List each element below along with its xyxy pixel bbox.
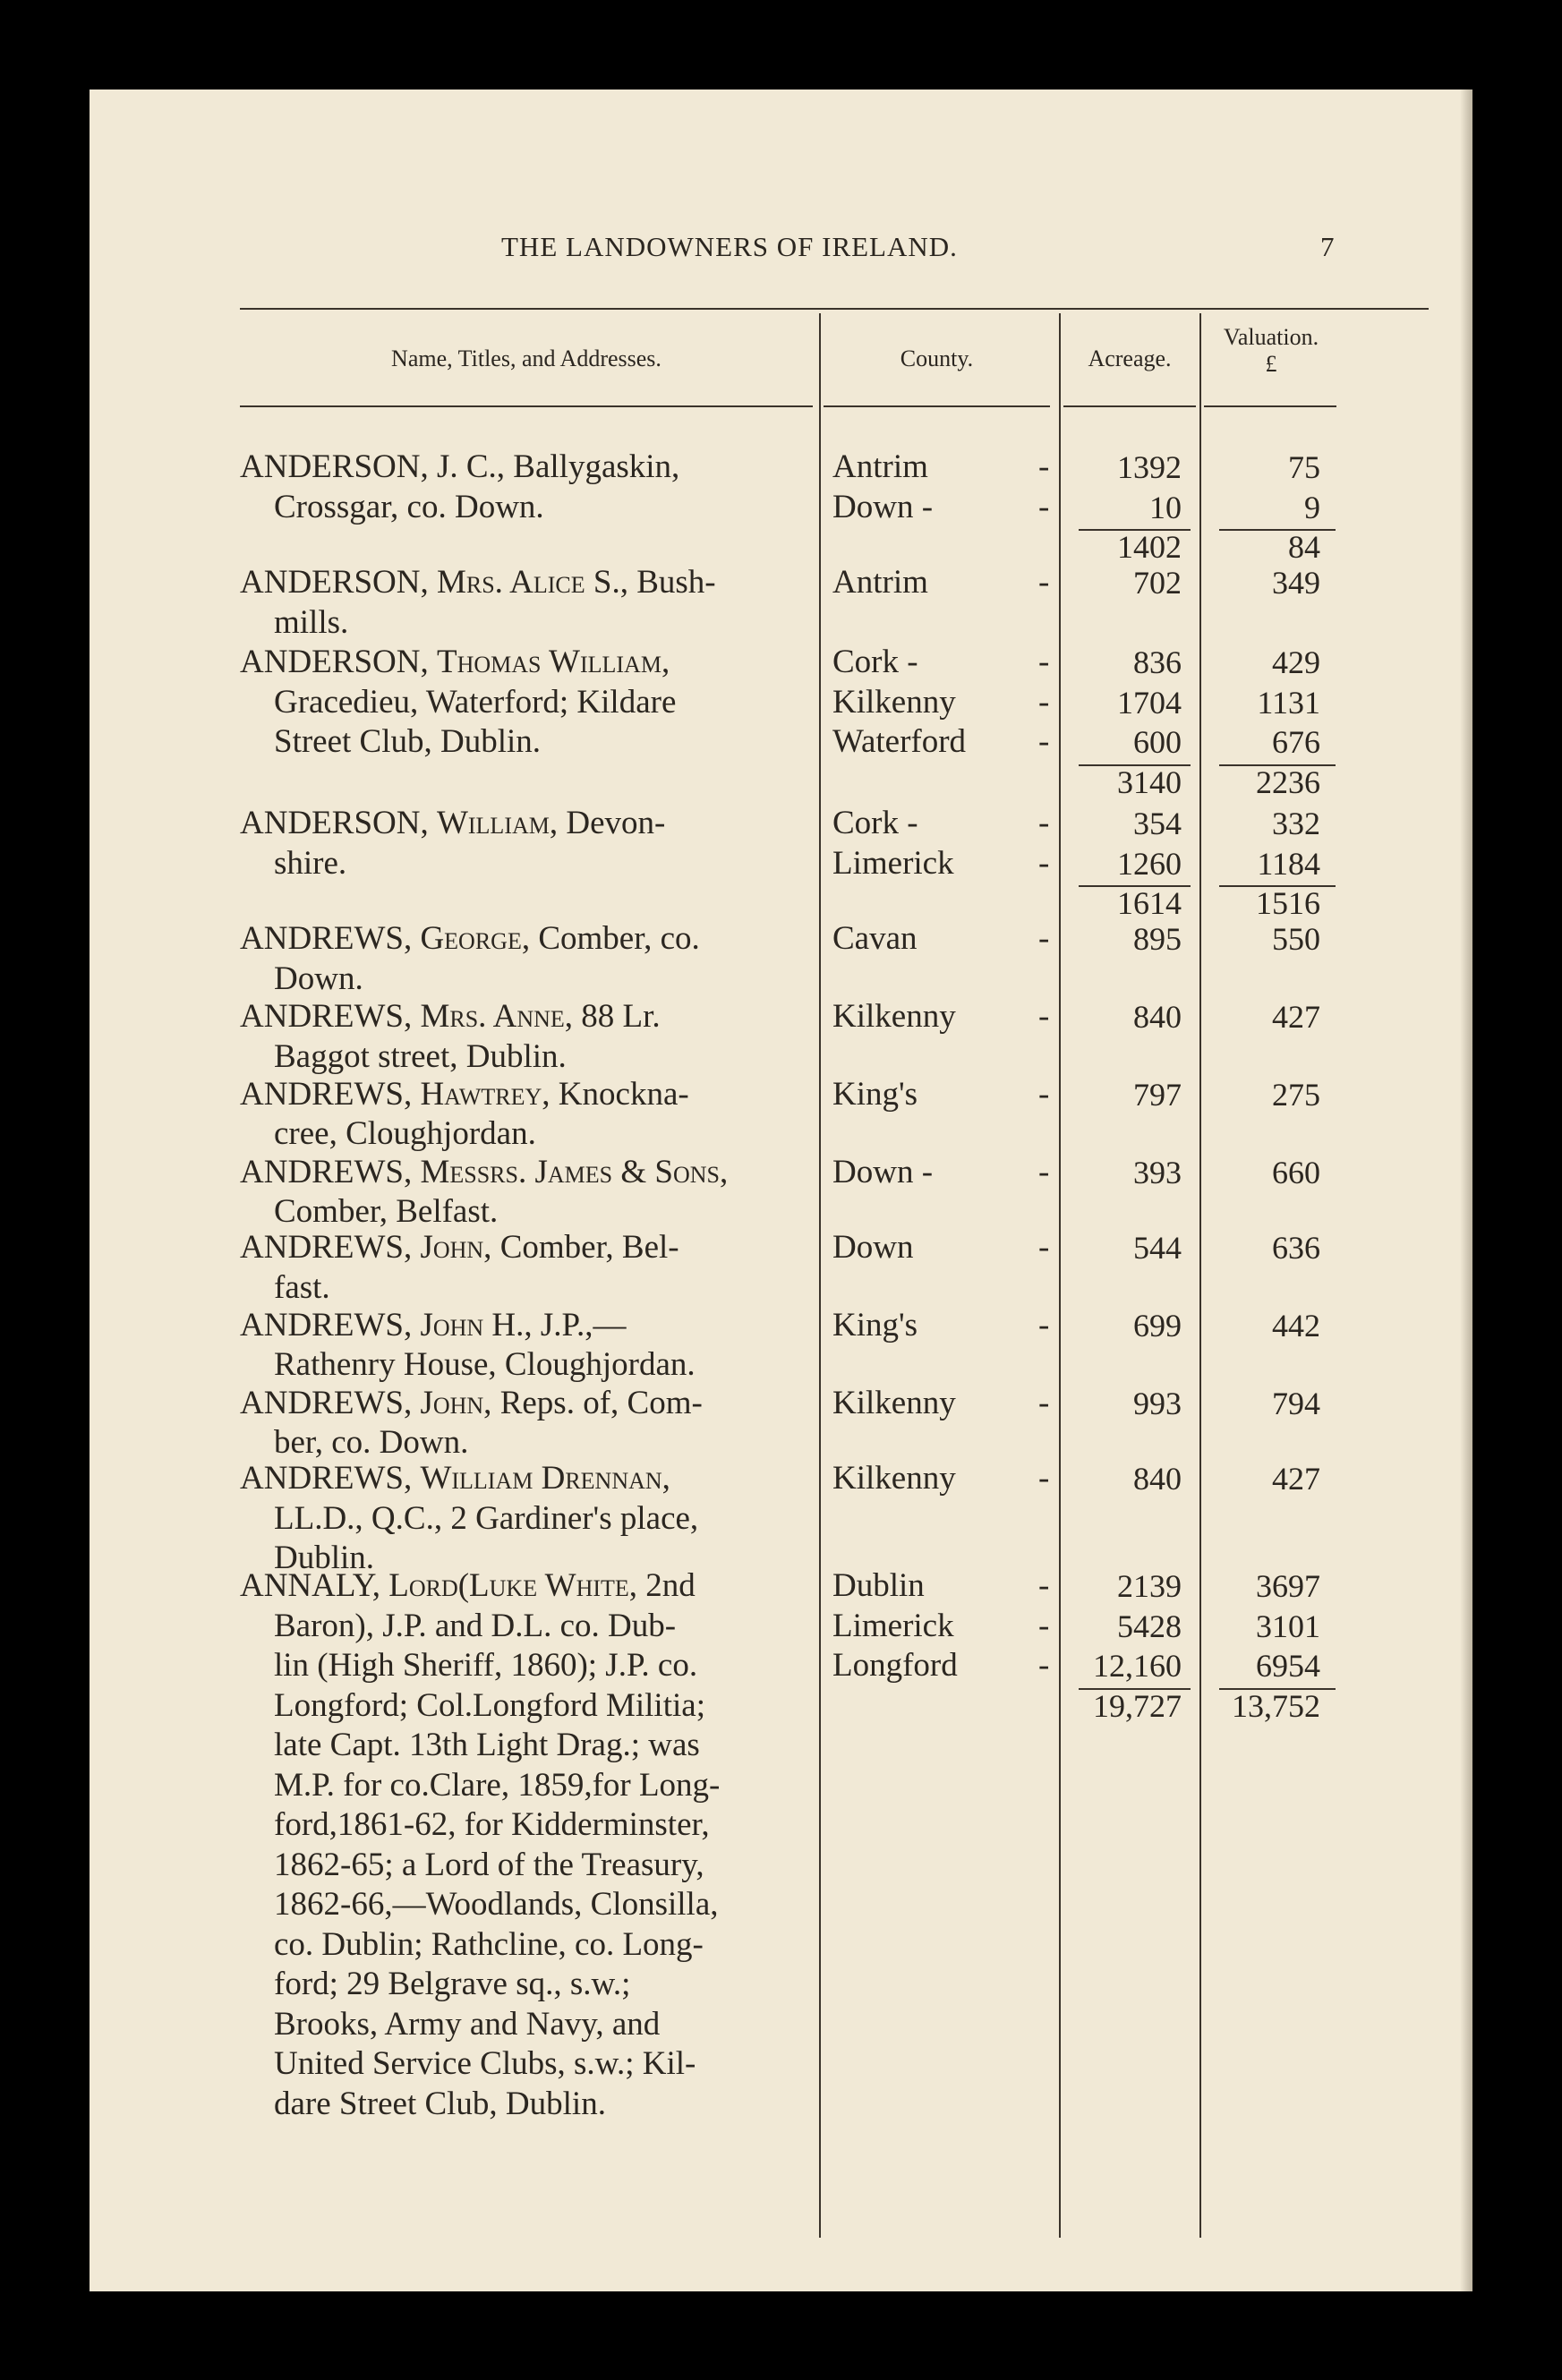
entry-name-block	[240, 1075, 893, 1155]
entry-surname: ANDREWS,	[240, 1229, 413, 1267]
entry-county: Down -	[832, 1153, 934, 1190]
entry-acreage: 699	[1133, 1307, 1182, 1344]
entry-county-dash: -	[1038, 683, 1050, 721]
entry-acreage: 2139	[1117, 1568, 1182, 1605]
entry-valuation: 636	[1272, 1230, 1320, 1267]
entry-valuation: 9	[1304, 489, 1320, 525]
entry-address-line: United Service Clubs, s.w.; Kil-	[274, 2045, 696, 2083]
entry-surname: ANDREWS,	[240, 1384, 413, 1421]
entry-valuation: 794	[1272, 1385, 1320, 1421]
entry-first-line	[240, 804, 893, 844]
running-title: THE LANDOWNERS OF IRELAND.	[501, 231, 958, 262]
entry-surname: ANNALY,	[240, 1567, 380, 1605]
entry-first-line	[240, 1228, 893, 1268]
entry-acreage: 836	[1133, 644, 1182, 681]
entry-county-dash: -	[1038, 805, 1050, 842]
entry-valuation: 6954	[1256, 1648, 1320, 1685]
column-header-acreage: Acreage.	[1088, 345, 1172, 371]
entry-county: King's	[832, 1306, 918, 1344]
entry-acreage: 354	[1133, 806, 1182, 842]
entry-given-name: Messrs. James & Sons,	[420, 1153, 729, 1190]
header-bottom-rule-valuation	[1204, 405, 1336, 407]
entry-county: Limerick	[832, 1607, 954, 1644]
entry-county: Kilkenny	[832, 998, 956, 1036]
entry-name-block	[240, 563, 893, 643]
entry-valuation: 427	[1272, 999, 1320, 1036]
entry-total-valuation: 84	[1288, 529, 1320, 565]
entry-name-block	[240, 804, 893, 883]
entry-address-line: Baron), J.P. and D.L. co. Dub-	[274, 1607, 677, 1644]
entry-address-line: cree, Cloughjordan.	[274, 1115, 536, 1153]
entry-acreage: 600	[1133, 724, 1182, 761]
entry-valuation: 275	[1272, 1076, 1320, 1113]
entry-first-line	[240, 563, 893, 603]
entry-first-line	[240, 643, 893, 683]
entry-address-line: Down.	[274, 960, 363, 997]
entry-surname: ANDERSON,	[240, 644, 429, 681]
header-bottom-rule-name	[240, 405, 813, 407]
entry-acreage: 393	[1133, 1154, 1182, 1190]
entry-valuation: 429	[1272, 644, 1320, 681]
entry-county: Waterford	[832, 723, 967, 761]
entry-name-rest: J.P.,—	[540, 1306, 627, 1344]
entry-acreage: 840	[1133, 1461, 1182, 1497]
entry-acreage: 1392	[1117, 449, 1182, 485]
entry-surname: ANDREWS,	[240, 1306, 413, 1344]
entry-county: Down	[832, 1229, 914, 1267]
entry-acreage: 895	[1133, 921, 1182, 958]
entry-name-rest: Knockna-	[558, 1075, 689, 1113]
entry-first-line	[240, 1306, 893, 1346]
entry-given-name: William Drennan,	[420, 1460, 670, 1497]
entry-address-line: Brooks, Army and Navy, and	[274, 2005, 661, 2043]
entry-county: Longford	[832, 1647, 958, 1685]
column-header-valuation	[1204, 324, 1338, 378]
entry-name-block	[240, 997, 893, 1077]
entry-surname: ANDERSON,	[240, 805, 429, 842]
entry-name-rest: Comber, Bel-	[499, 1229, 679, 1267]
entry-total-acreage: 19,727	[1093, 1687, 1182, 1724]
entry-county-dash: -	[1038, 1607, 1050, 1644]
entry-county-dash: -	[1038, 488, 1050, 525]
entry-acreage: 840	[1133, 999, 1182, 1036]
entry-surname: ANDERSON,	[240, 448, 429, 485]
entry-address-line: Crossgar, co. Down.	[274, 488, 544, 525]
entry-valuation: 3101	[1256, 1608, 1320, 1644]
entry-name-rest: 88 Lr.	[581, 998, 661, 1036]
entry-first-line	[240, 1153, 893, 1193]
entry-county-dash: -	[1038, 1075, 1050, 1113]
entry-county-dash: -	[1038, 998, 1050, 1036]
entry-total-acreage: 1402	[1117, 529, 1182, 565]
entry-name-block	[240, 1306, 893, 1386]
entry-county-dash: -	[1038, 644, 1050, 681]
running-head	[90, 231, 1472, 267]
entry-address-line: lin (High Sheriff, 1860); J.P. co.	[274, 1647, 698, 1685]
entry-total-valuation: 2236	[1256, 763, 1320, 800]
entry-name-block	[240, 919, 893, 999]
entry-address-line: co. Dublin; Rathcline, co. Long-	[274, 1925, 704, 1963]
entry-county-dash: -	[1038, 1306, 1050, 1344]
entry-acreage: 5428	[1117, 1608, 1182, 1644]
entry-name-rest: Devon-	[566, 805, 666, 842]
entry-valuation: 1184	[1257, 845, 1320, 882]
entry-county: Cork -	[832, 805, 918, 842]
entry-given-name: Hawtrey,	[420, 1075, 551, 1113]
entry-address-line: M.P. for co.Clare, 1859,for Long-	[274, 1766, 721, 1804]
entry-county: Dublin	[832, 1567, 925, 1605]
entry-address-line: ford; 29 Belgrave sq., s.w.;	[274, 1966, 631, 2003]
entry-address-line: Street Club, Dublin.	[274, 723, 542, 761]
entry-county: Antrim	[832, 448, 928, 485]
entry-valuation: 3697	[1256, 1568, 1320, 1605]
entry-county-dash: -	[1038, 1229, 1050, 1267]
header-bottom-rule-acreage	[1063, 405, 1196, 407]
entry-address-line: ber, co. Down.	[274, 1424, 469, 1462]
entry-surname: ANDERSON,	[240, 564, 429, 601]
entry-name-block	[240, 643, 893, 763]
entry-given-name: George,	[420, 920, 531, 958]
entry-name-rest: Bush-	[636, 564, 716, 601]
entry-given-name: Mrs. Alice S.,	[436, 564, 628, 601]
entry-name-rest: Reps. of, Com-	[499, 1384, 703, 1421]
entry-county-dash: -	[1038, 920, 1050, 958]
entry-surname: ANDREWS,	[240, 998, 413, 1036]
page-number: 7	[1320, 231, 1336, 262]
entry-total-acreage: 1614	[1117, 885, 1182, 922]
entry-given-name: William,	[436, 805, 559, 842]
entry-valuation: 75	[1288, 449, 1320, 485]
entry-acreage: 1260	[1117, 845, 1182, 882]
entry-surname: ANDREWS,	[240, 1153, 413, 1190]
entry-acreage: 1704	[1117, 684, 1182, 721]
entry-county: Cork -	[832, 644, 918, 681]
entry-surname: ANDREWS,	[240, 1075, 413, 1113]
entry-name-block	[240, 1384, 893, 1463]
entry-total-valuation: 13,752	[1232, 1687, 1320, 1724]
entry-valuation: 1131	[1257, 684, 1320, 721]
entry-address-line: late Capt. 13th Light Drag.; was	[274, 1727, 700, 1764]
header-top-rule	[240, 308, 1429, 310]
entry-name-block	[240, 1153, 893, 1233]
entry-county: King's	[832, 1075, 918, 1113]
entry-county: Cavan	[832, 920, 918, 958]
entry-county-dash: -	[1038, 1153, 1050, 1190]
book-page	[90, 90, 1472, 2291]
column-header-valuation-label: Valuation.	[1223, 324, 1319, 350]
entry-address-line: 1862-65; a Lord of the Treasury,	[274, 1846, 704, 1883]
entry-county: Down -	[832, 488, 934, 525]
entry-name-rest: J. C., Ballygaskin,	[436, 448, 680, 485]
entry-given-name: Thomas William,	[436, 644, 670, 681]
entry-acreage: 12,160	[1093, 1648, 1182, 1685]
entry-valuation: 676	[1272, 724, 1320, 761]
entry-county-dash: -	[1038, 723, 1050, 761]
entry-county: Limerick	[832, 844, 954, 882]
entry-county: Antrim	[832, 564, 928, 601]
entry-valuation: 332	[1272, 806, 1320, 842]
entry-address-line: shire.	[274, 844, 347, 882]
entry-county-dash: -	[1038, 1567, 1050, 1605]
entry-address-line: fast.	[274, 1268, 330, 1306]
entry-acreage: 797	[1133, 1076, 1182, 1113]
entry-given-name: John,	[420, 1229, 492, 1267]
entry-address-line: Gracedieu, Waterford; Kildare	[274, 683, 677, 721]
entry-name-rest: Comber, co.	[538, 920, 700, 958]
entry-address-line: ford,1861-62, for Kidderminster,	[274, 1806, 710, 1844]
header-bottom-rule-county	[824, 405, 1050, 407]
entry-first-line	[240, 1384, 893, 1424]
entry-acreage: 10	[1149, 489, 1182, 525]
entry-surname: ANDREWS,	[240, 1460, 413, 1497]
entry-address-line: Longford; Col.Longford Militia;	[274, 1686, 705, 1724]
entry-name-block	[240, 1459, 893, 1579]
entry-name-block	[240, 1566, 893, 2124]
entry-first-line	[240, 1075, 893, 1115]
entry-address-line: 1862-66,—Woodlands, Clonsilla,	[274, 1886, 719, 1924]
entry-valuation: 427	[1272, 1461, 1320, 1497]
column-header-valuation-unit: £	[1265, 351, 1277, 377]
entry-county-dash: -	[1038, 844, 1050, 882]
entry-first-line	[240, 997, 893, 1037]
entry-address-line: Rathenry House, Cloughjordan.	[274, 1346, 696, 1384]
entry-county-dash: -	[1038, 1384, 1050, 1421]
entry-given-name: John H.,	[420, 1306, 533, 1344]
entry-first-line	[240, 1566, 893, 1607]
entry-county: Kilkenny	[832, 1384, 956, 1421]
entry-address-line: Baggot street, Dublin.	[274, 1037, 567, 1075]
entry-valuation: 550	[1272, 921, 1320, 958]
entry-county: Kilkenny	[832, 683, 956, 721]
column-header-county: County.	[900, 345, 974, 371]
entry-valuation: 442	[1272, 1307, 1320, 1344]
entry-address-line: Comber, Belfast.	[274, 1193, 499, 1231]
entry-name-rest: 2nd	[645, 1567, 696, 1605]
entry-acreage: 702	[1133, 565, 1182, 601]
entry-county-dash: -	[1038, 448, 1050, 485]
entry-name-block	[240, 448, 893, 527]
entry-acreage: 993	[1133, 1385, 1182, 1421]
entry-valuation: 660	[1272, 1154, 1320, 1190]
entry-valuation: 349	[1272, 565, 1320, 601]
entry-address-line: Dublin.	[274, 1540, 375, 1577]
entry-first-line	[240, 919, 893, 960]
entry-given-name: John,	[420, 1384, 492, 1421]
entry-address-line: LL.D., Q.C., 2 Gardiner's place,	[274, 1499, 699, 1537]
column-header-name: Name, Titles, and Addresses.	[391, 345, 662, 371]
entry-county-dash: -	[1038, 1647, 1050, 1685]
entry-acreage: 544	[1133, 1230, 1182, 1267]
entry-address-line: dare Street Club, Dublin.	[274, 2085, 606, 2122]
entry-first-line	[240, 1459, 893, 1499]
entry-address-line: mills.	[274, 603, 349, 641]
entry-surname: ANDREWS,	[240, 920, 413, 958]
entry-county-dash: -	[1038, 564, 1050, 601]
entry-county: Kilkenny	[832, 1460, 956, 1497]
entry-given-name: Lord(Luke White,	[388, 1567, 638, 1605]
entry-first-line	[240, 448, 893, 488]
entry-given-name: Mrs. Anne,	[420, 998, 574, 1036]
entry-county-dash: -	[1038, 1460, 1050, 1497]
entry-total-valuation: 1516	[1256, 885, 1320, 922]
entry-total-acreage: 3140	[1117, 763, 1182, 800]
entry-name-block	[240, 1228, 893, 1308]
